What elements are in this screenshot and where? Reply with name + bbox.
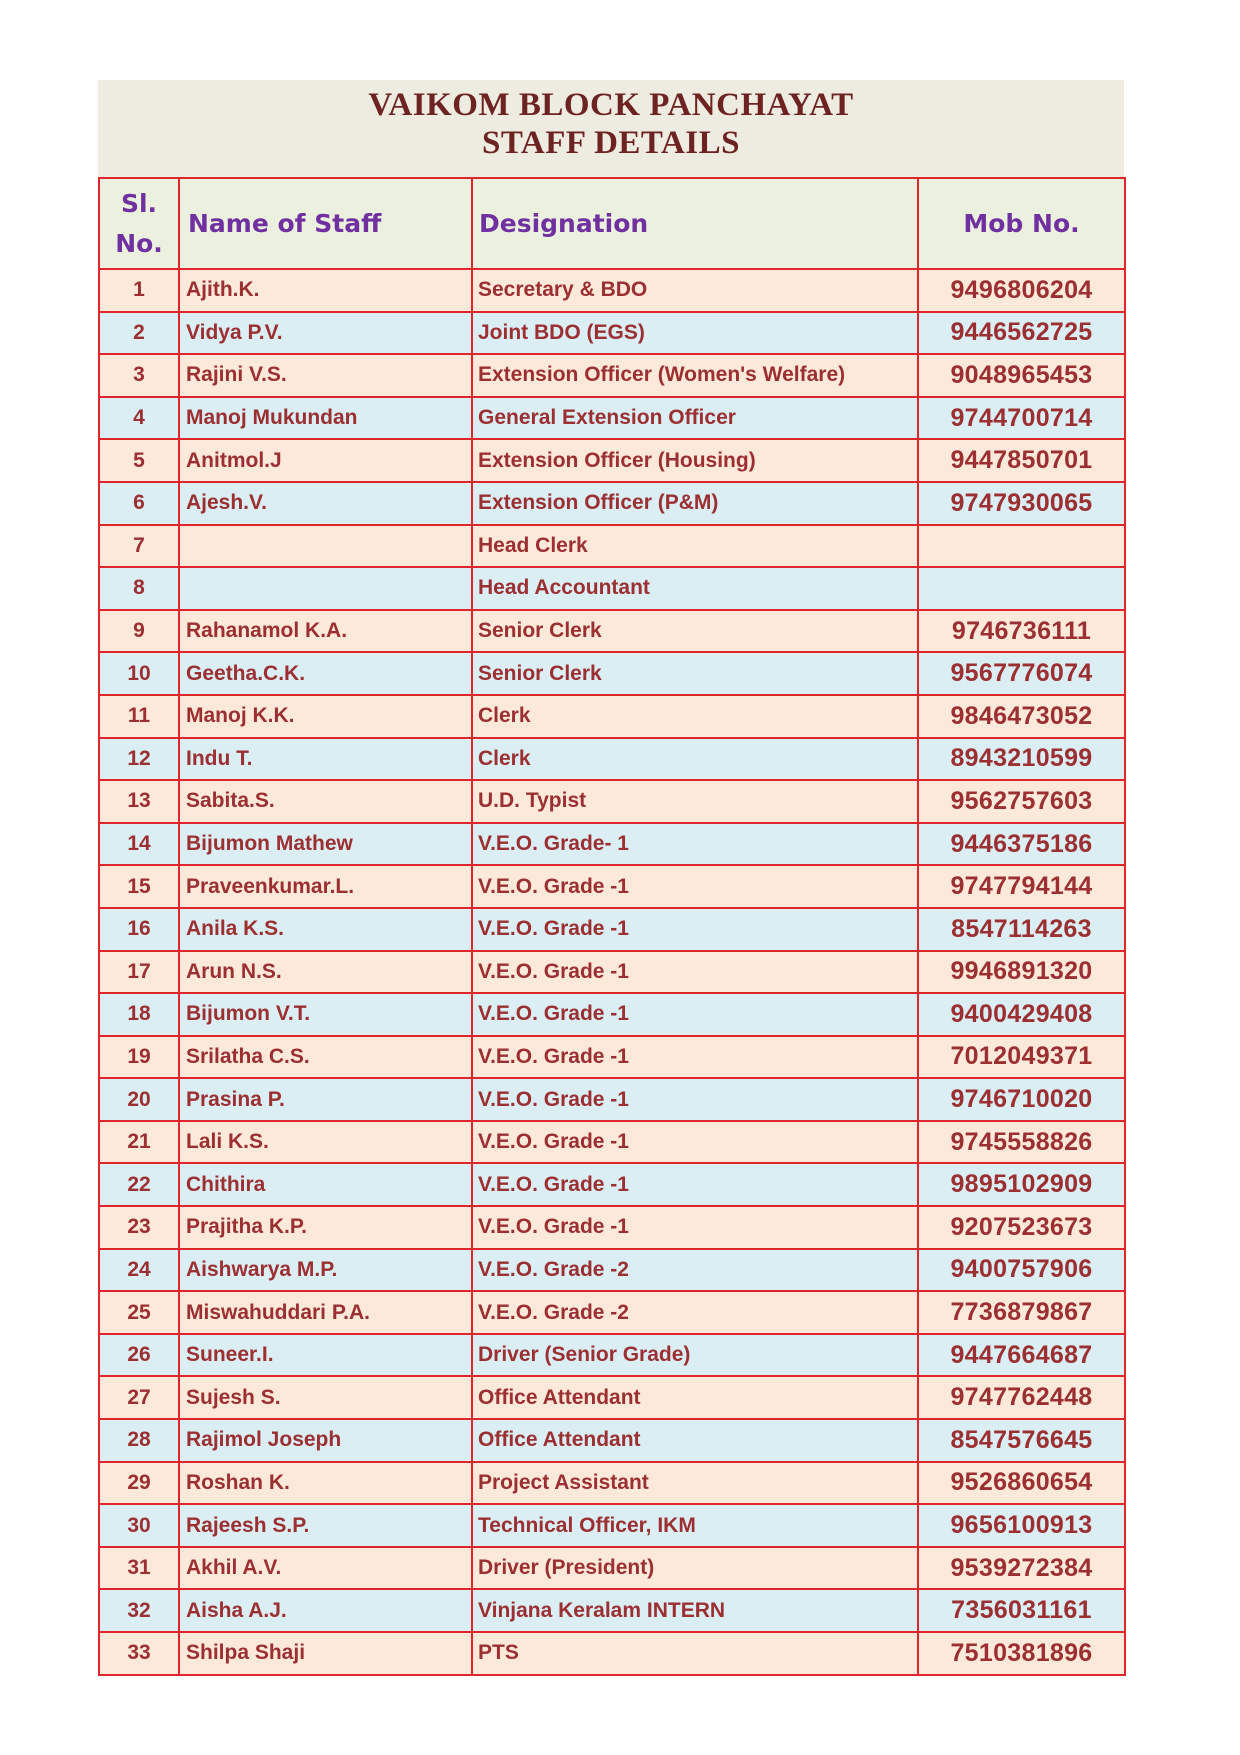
table-row <box>99 397 1125 440</box>
sl-no-cell: 8 <box>99 567 179 610</box>
staff-name-cell: Praveenkumar.L. <box>179 865 472 908</box>
mobile-number-cell: 9747762448 <box>918 1376 1125 1419</box>
mobile-number-cell: 9400757906 <box>918 1249 1125 1292</box>
table-row <box>99 525 1125 568</box>
sl-no-cell: 15 <box>99 865 179 908</box>
mobile-number-cell: 9946891320 <box>918 951 1125 994</box>
staff-name-cell: Ajith.K. <box>179 269 472 312</box>
sl-no-cell: 1 <box>99 269 179 312</box>
sl-no-cell: 20 <box>99 1078 179 1121</box>
designation-cell: V.E.O. Grade -1 <box>472 1036 918 1079</box>
designation-cell: Joint BDO (EGS) <box>472 312 918 355</box>
staff-name-cell: Bijumon V.T. <box>179 993 472 1036</box>
sl-no-cell: 17 <box>99 951 179 994</box>
table-row <box>99 354 1125 397</box>
mobile-number-cell: 9446562725 <box>918 312 1125 355</box>
header-designation: Designation <box>472 178 918 269</box>
mobile-number-cell: 7510381896 <box>918 1632 1125 1675</box>
mobile-number-cell: 8547114263 <box>918 908 1125 951</box>
table-row <box>99 269 1125 312</box>
designation-cell: Office Attendant <box>472 1376 918 1419</box>
sl-no-cell: 30 <box>99 1504 179 1547</box>
table-row <box>99 1589 1125 1632</box>
staff-name-cell: Ajesh.V. <box>179 482 472 525</box>
sl-no-cell: 27 <box>99 1376 179 1419</box>
table-row <box>99 1121 1125 1164</box>
designation-cell: Head Accountant <box>472 567 918 610</box>
staff-name-cell: Rahanamol K.A. <box>179 610 472 653</box>
sl-no-cell: 22 <box>99 1163 179 1206</box>
designation-cell: V.E.O. Grade -1 <box>472 1206 918 1249</box>
staff-name-cell: Anitmol.J <box>179 439 472 482</box>
mobile-number-cell: 9746736111 <box>918 610 1125 653</box>
sl-no-cell: 11 <box>99 695 179 738</box>
header-sl-no-line1: Sl. <box>120 188 158 218</box>
staff-name-cell: Prasina P. <box>179 1078 472 1121</box>
designation-cell: U.D. Typist <box>472 780 918 823</box>
table-row <box>99 993 1125 1036</box>
title-banner <box>98 80 1124 177</box>
mobile-number-cell: 7736879867 <box>918 1291 1125 1334</box>
staff-name-cell: Rajini V.S. <box>179 354 472 397</box>
sl-no-cell: 31 <box>99 1547 179 1590</box>
designation-cell: Project Assistant <box>472 1462 918 1505</box>
designation-cell: Vinjana Keralam INTERN <box>472 1589 918 1632</box>
table-row <box>99 951 1125 994</box>
table-row <box>99 1291 1125 1334</box>
document-title: VAIKOM BLOCK PANCHAYAT <box>368 87 854 123</box>
designation-cell: V.E.O. Grade -1 <box>472 1163 918 1206</box>
mobile-number-cell: 7356031161 <box>918 1589 1125 1632</box>
designation-cell: V.E.O. Grade- 1 <box>472 823 918 866</box>
staff-name-cell: Lali K.S. <box>179 1121 472 1164</box>
staff-name-cell: Manoj Mukundan <box>179 397 472 440</box>
staff-name-cell <box>179 567 472 610</box>
designation-cell: Extension Officer (Housing) <box>472 439 918 482</box>
table-row <box>99 610 1125 653</box>
staff-name-cell: Bijumon Mathew <box>179 823 472 866</box>
sl-no-cell: 14 <box>99 823 179 866</box>
designation-cell: Clerk <box>472 738 918 781</box>
staff-name-cell: Manoj K.K. <box>179 695 472 738</box>
staff-name-cell: Arun N.S. <box>179 951 472 994</box>
header-sl-no-line2: No. <box>115 228 163 258</box>
table-row <box>99 1632 1125 1675</box>
staff-name-cell: Aisha A.J. <box>179 1589 472 1632</box>
mobile-number-cell: 9447664687 <box>918 1334 1125 1377</box>
staff-name-cell: Akhil A.V. <box>179 1547 472 1590</box>
mobile-number-cell <box>918 525 1125 568</box>
sl-no-cell: 13 <box>99 780 179 823</box>
table-row <box>99 1547 1125 1590</box>
sl-no-cell: 10 <box>99 652 179 695</box>
table-row <box>99 567 1125 610</box>
sl-no-cell: 21 <box>99 1121 179 1164</box>
designation-cell: V.E.O. Grade -2 <box>472 1291 918 1334</box>
designation-cell: V.E.O. Grade -1 <box>472 993 918 1036</box>
designation-cell: Clerk <box>472 695 918 738</box>
staff-name-cell: Vidya P.V. <box>179 312 472 355</box>
table-row <box>99 823 1125 866</box>
staff-table <box>98 177 1126 1676</box>
table-row <box>99 1462 1125 1505</box>
mobile-number-cell: 9539272384 <box>918 1547 1125 1590</box>
staff-name-cell: Rajeesh S.P. <box>179 1504 472 1547</box>
staff-name-cell: Indu T. <box>179 738 472 781</box>
designation-cell: Technical Officer, IKM <box>472 1504 918 1547</box>
table-row <box>99 1206 1125 1249</box>
sl-no-cell: 29 <box>99 1462 179 1505</box>
designation-cell: V.E.O. Grade -2 <box>472 1249 918 1292</box>
sl-no-cell: 4 <box>99 397 179 440</box>
sl-no-cell: 23 <box>99 1206 179 1249</box>
mobile-number-cell: 9447850701 <box>918 439 1125 482</box>
mobile-number-cell: 9747794144 <box>918 865 1125 908</box>
table-row <box>99 780 1125 823</box>
sl-no-cell: 32 <box>99 1589 179 1632</box>
designation-cell: Driver (Senior Grade) <box>472 1334 918 1377</box>
table-row <box>99 1504 1125 1547</box>
sl-no-cell: 33 <box>99 1632 179 1675</box>
table-row <box>99 908 1125 951</box>
sl-no-cell: 7 <box>99 525 179 568</box>
table-row <box>99 1036 1125 1079</box>
designation-cell: Senior Clerk <box>472 610 918 653</box>
table-row <box>99 1078 1125 1121</box>
sl-no-cell: 5 <box>99 439 179 482</box>
mobile-number-cell: 8547576645 <box>918 1419 1125 1462</box>
table-header-row <box>99 178 1125 269</box>
designation-cell: Extension Officer (P&M) <box>472 482 918 525</box>
table-row <box>99 1249 1125 1292</box>
designation-cell: Secretary & BDO <box>472 269 918 312</box>
staff-table-body <box>99 269 1125 1675</box>
mobile-number-cell: 9207523673 <box>918 1206 1125 1249</box>
staff-name-cell: Sabita.S. <box>179 780 472 823</box>
table-row <box>99 482 1125 525</box>
mobile-number-cell: 9747930065 <box>918 482 1125 525</box>
sl-no-cell: 9 <box>99 610 179 653</box>
designation-cell: V.E.O. Grade -1 <box>472 1078 918 1121</box>
header-name-of-staff: Name of Staff <box>179 178 472 269</box>
mobile-number-cell: 9446375186 <box>918 823 1125 866</box>
designation-cell: Office Attendant <box>472 1419 918 1462</box>
designation-cell: Extension Officer (Women's Welfare) <box>472 354 918 397</box>
table-row <box>99 1376 1125 1419</box>
staff-name-cell: Srilatha C.S. <box>179 1036 472 1079</box>
designation-cell: General Extension Officer <box>472 397 918 440</box>
staff-name-cell: Roshan K. <box>179 1462 472 1505</box>
staff-name-cell: Aishwarya M.P. <box>179 1249 472 1292</box>
mobile-number-cell <box>918 567 1125 610</box>
designation-cell: V.E.O. Grade -1 <box>472 908 918 951</box>
staff-name-cell: Rajimol Joseph <box>179 1419 472 1462</box>
table-row <box>99 695 1125 738</box>
mobile-number-cell: 9567776074 <box>918 652 1125 695</box>
designation-cell: Head Clerk <box>472 525 918 568</box>
mobile-number-cell: 9400429408 <box>918 993 1125 1036</box>
sl-no-cell: 6 <box>99 482 179 525</box>
mobile-number-cell: 9496806204 <box>918 269 1125 312</box>
designation-cell: PTS <box>472 1632 918 1675</box>
sl-no-cell: 26 <box>99 1334 179 1377</box>
mobile-number-cell: 9846473052 <box>918 695 1125 738</box>
staff-name-cell: Sujesh S. <box>179 1376 472 1419</box>
sl-no-cell: 12 <box>99 738 179 781</box>
sl-no-cell: 19 <box>99 1036 179 1079</box>
mobile-number-cell: 9744700714 <box>918 397 1125 440</box>
staff-details-sheet <box>98 80 1124 1676</box>
table-row <box>99 439 1125 482</box>
sl-no-cell: 16 <box>99 908 179 951</box>
mobile-number-cell: 9895102909 <box>918 1163 1125 1206</box>
staff-name-cell: Miswahuddari P.A. <box>179 1291 472 1334</box>
header-mob-no: Mob No. <box>918 178 1125 269</box>
mobile-number-cell: 9562757603 <box>918 780 1125 823</box>
designation-cell: Senior Clerk <box>472 652 918 695</box>
table-row <box>99 652 1125 695</box>
mobile-number-cell: 9656100913 <box>918 1504 1125 1547</box>
table-row <box>99 1163 1125 1206</box>
staff-name-cell: Shilpa Shaji <box>179 1632 472 1675</box>
designation-cell: V.E.O. Grade -1 <box>472 951 918 994</box>
mobile-number-cell: 7012049371 <box>918 1036 1125 1079</box>
table-row <box>99 312 1125 355</box>
mobile-number-cell: 9048965453 <box>918 354 1125 397</box>
table-row <box>99 865 1125 908</box>
staff-name-cell: Anila K.S. <box>179 908 472 951</box>
staff-name-cell <box>179 525 472 568</box>
sl-no-cell: 24 <box>99 1249 179 1292</box>
sl-no-cell: 25 <box>99 1291 179 1334</box>
mobile-number-cell: 9526860654 <box>918 1462 1125 1505</box>
designation-cell: V.E.O. Grade -1 <box>472 1121 918 1164</box>
mobile-number-cell: 8943210599 <box>918 738 1125 781</box>
table-row <box>99 1419 1125 1462</box>
staff-name-cell: Suneer.I. <box>179 1334 472 1377</box>
mobile-number-cell: 9745558826 <box>918 1121 1125 1164</box>
designation-cell: V.E.O. Grade -1 <box>472 865 918 908</box>
staff-name-cell: Geetha.C.K. <box>179 652 472 695</box>
staff-name-cell: Chithira <box>179 1163 472 1206</box>
sl-no-cell: 2 <box>99 312 179 355</box>
sl-no-cell: 3 <box>99 354 179 397</box>
document-subtitle: STAFF DETAILS <box>481 125 741 161</box>
table-row <box>99 1334 1125 1377</box>
mobile-number-cell: 9746710020 <box>918 1078 1125 1121</box>
header-sl-no <box>99 178 179 269</box>
sl-no-cell: 18 <box>99 993 179 1036</box>
table-row <box>99 738 1125 781</box>
sl-no-cell: 28 <box>99 1419 179 1462</box>
staff-name-cell: Prajitha K.P. <box>179 1206 472 1249</box>
designation-cell: Driver (President) <box>472 1547 918 1590</box>
